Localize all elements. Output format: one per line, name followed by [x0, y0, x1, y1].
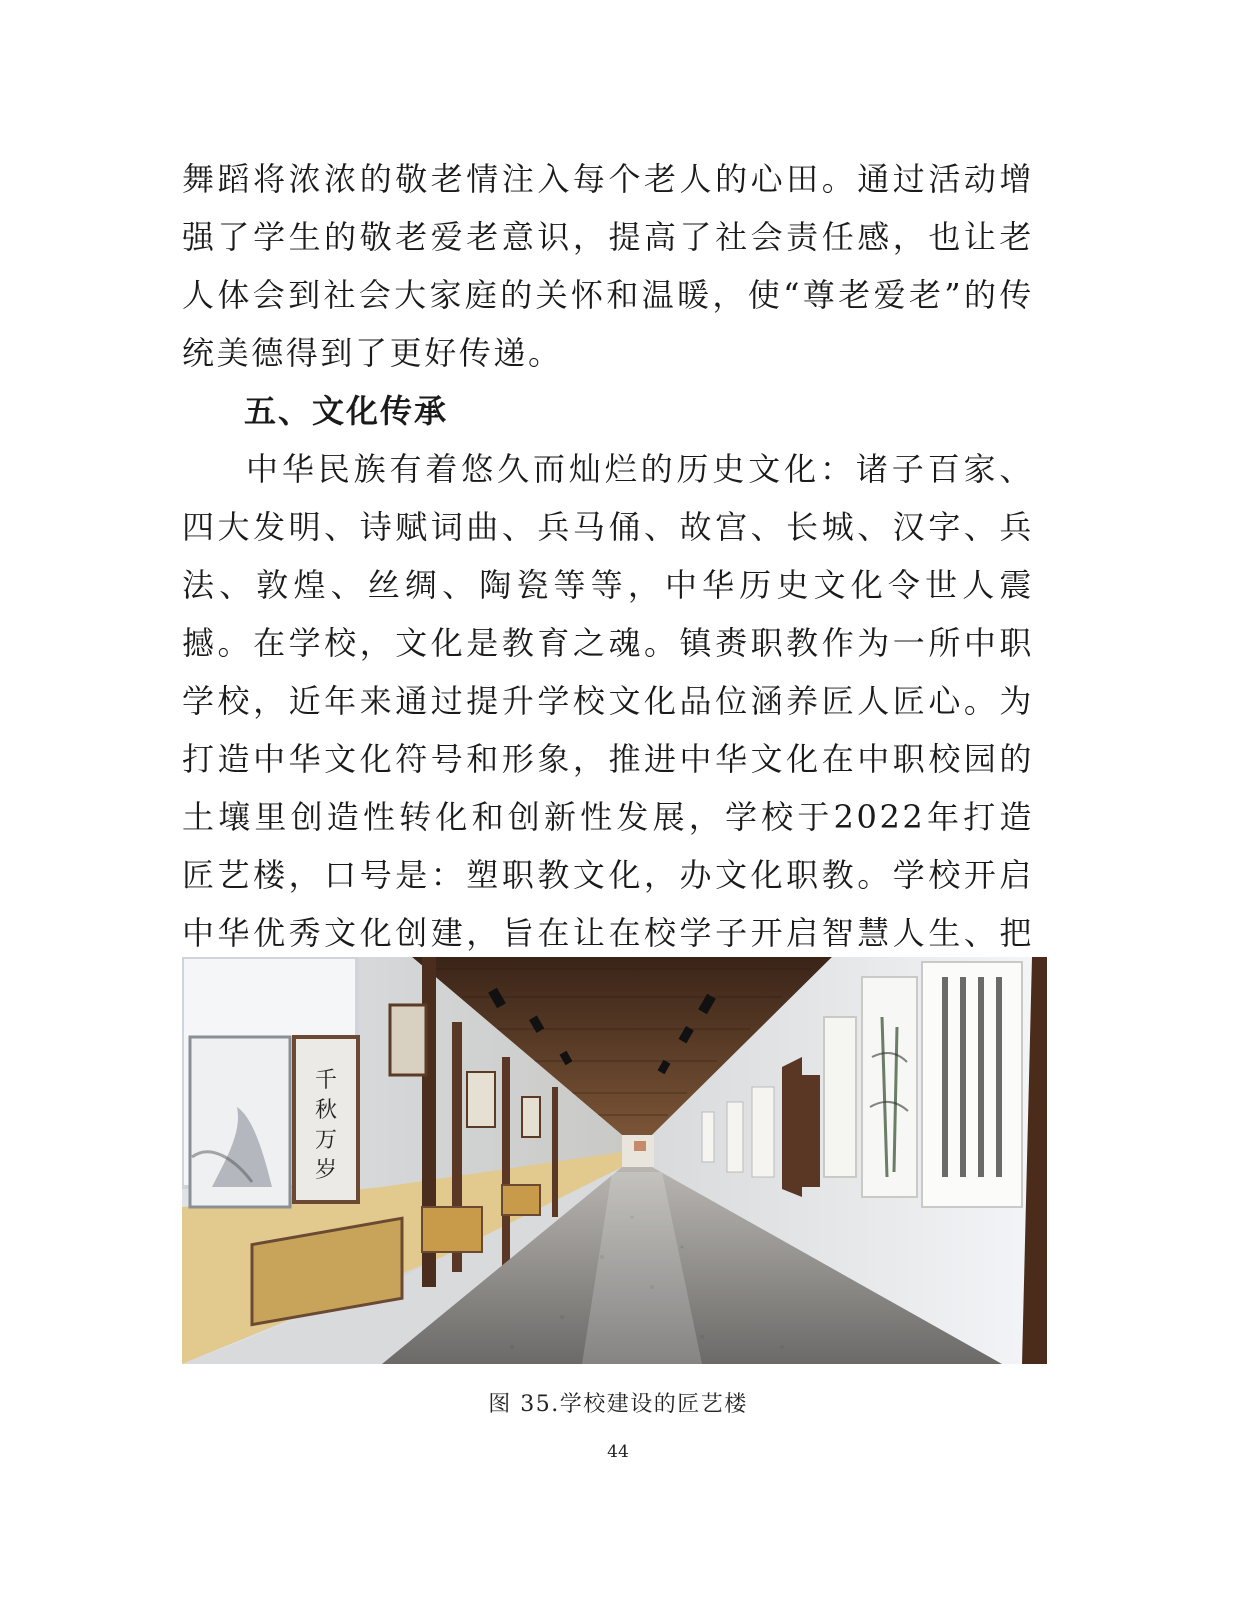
main-text — [182, 150, 1034, 1020]
paragraph-continued: 舞蹈将浓浓的敬老情注入每个老人的心田。通过活动增强了学生的敬老爱老意识，提高了社会责任感，也让老人体会到社会大家庭的关怀和温暖，使“尊老爱老”的传统美德得到了更好传递。 — [182, 160, 1034, 372]
sign-char-2: 秋 — [314, 1098, 338, 1123]
corridor-photo — [182, 957, 1047, 1364]
figure-caption: 图 35.学校建设的匠艺楼 — [488, 1392, 748, 1417]
paragraph-culture: 中华民族有着悠久而灿烂的历史文化：诸子百家、四大发明、诗赋词曲、兵马俑、故宫、长城、汉字、兵法、敦煌、丝绸、陶瓷等等，中华历史文化令世人震撼。在学校，文化是教育之魂。镇赉职教作为一所中职学校，近年来通过提升学校文化品位涵养匠人匠心。为打造中华文化符号和形象，推进中华文化在中职校园的土壤里创造性转化和创新性发展，学校于2022年打造匠艺楼，口号是：塑职教文化，办文化职教。学校开启中华优秀文化创建，旨在让在校学子开启智慧人生、把 — [182, 450, 1034, 952]
section-heading: 五、文化传承 — [244, 392, 449, 430]
corridor-photo-illustration — [182, 957, 1047, 1364]
sign-char-1: 千 — [314, 1068, 338, 1093]
page-number: 44 — [607, 1442, 629, 1462]
sign-char-4: 岁 — [314, 1158, 338, 1183]
sign-char-3: 万 — [314, 1128, 338, 1153]
